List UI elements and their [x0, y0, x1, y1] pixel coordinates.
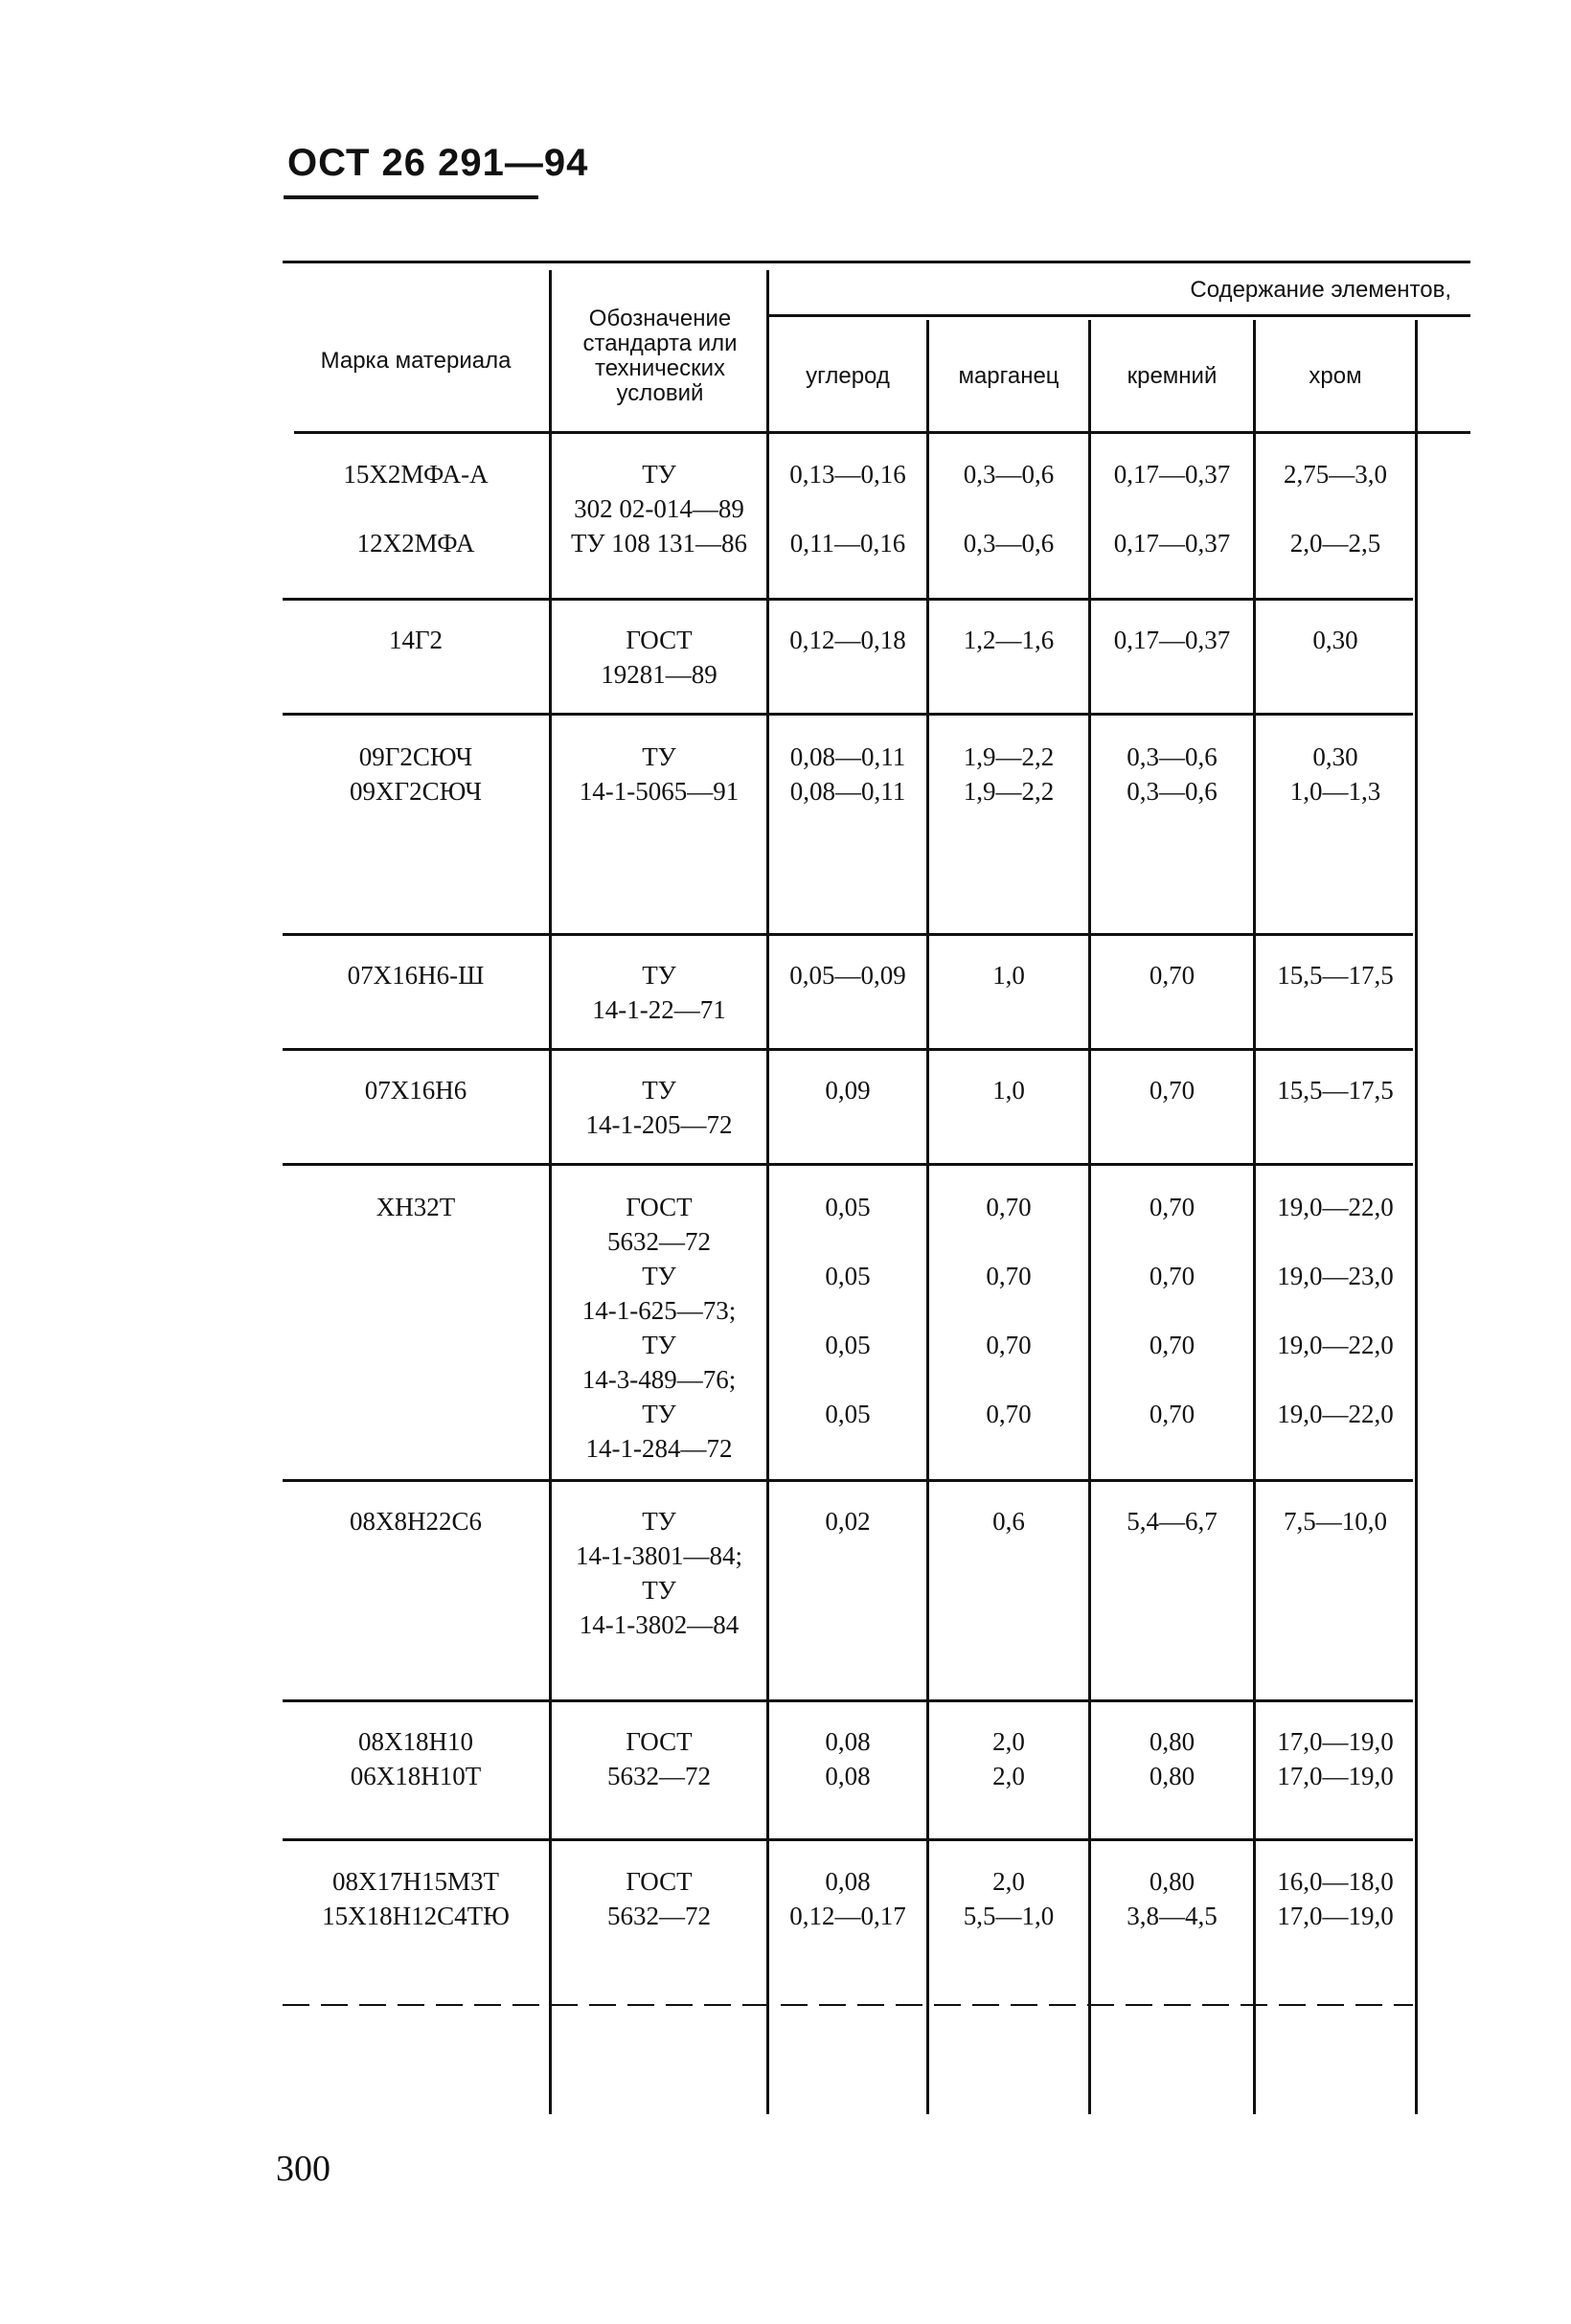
header-chromium: хром — [1309, 363, 1362, 389]
header-content-group: Содержание элементов, — [1190, 277, 1451, 303]
cell-chromium: 17,0—19,0 17,0—19,0 — [1277, 1727, 1394, 1790]
cell-chromium: 7,5—10,0 — [1284, 1507, 1387, 1536]
group-rule-dashed — [283, 2004, 1413, 2006]
cell-manganese: 1,0 — [992, 1076, 1025, 1105]
cell-manganese: 2,0 2,0 — [992, 1727, 1025, 1790]
group-rule — [283, 1838, 1413, 1841]
group-rule — [283, 1479, 1413, 1482]
cell-chromium: 19,0—22,0 19,0—23,0 19,0—22,0 19,0—22,0 — [1277, 1193, 1394, 1428]
header-bottom-rule — [294, 431, 1470, 434]
cell-carbon: 0,08 0,08 — [825, 1727, 871, 1790]
cell-grade: 15Х2МФА-А 12Х2МФА — [343, 460, 489, 558]
composition-table — [283, 261, 1475, 2138]
cell-manganese: 0,70 0,70 0,70 0,70 — [986, 1193, 1032, 1428]
cell-manganese: 0,3—0,6 0,3—0,6 — [963, 460, 1055, 558]
cell-silicon: 0,17—0,37 0,17—0,37 — [1113, 460, 1231, 558]
cell-grade: 08Х8Н22С6 — [349, 1507, 482, 1536]
cell-chromium: 2,75—3,0 2,0—2,5 — [1284, 460, 1387, 558]
cell-silicon: 0,70 0,70 0,70 0,70 — [1149, 1193, 1195, 1428]
cell-manganese: 1,2—1,6 — [963, 626, 1055, 654]
cell-standard: ГОСТ 5632—72 — [607, 1727, 711, 1790]
cell-standard: ТУ 14-1-3801—84; ТУ 14-1-3802—84 — [576, 1507, 742, 1639]
cell-carbon: 0,12—0,18 — [789, 626, 906, 654]
cell-silicon: 0,80 0,80 — [1149, 1727, 1195, 1790]
cell-carbon: 0,09 — [825, 1076, 871, 1105]
table-top-rule — [283, 261, 1470, 263]
group-rule — [283, 1699, 1413, 1702]
document-code: ОСТ 26 291—94 — [287, 142, 589, 184]
cell-standard: ТУ 14-1-22—71 — [592, 961, 726, 1024]
cell-chromium: 15,5—17,5 — [1277, 961, 1394, 990]
group-rule — [283, 598, 1413, 601]
content-group-rule — [769, 314, 1470, 317]
cell-grade: 07Х16Н6-Ш — [347, 961, 485, 990]
cell-manganese: 0,6 — [992, 1507, 1025, 1536]
cell-carbon: 0,05 0,05 0,05 0,05 — [825, 1193, 871, 1428]
cell-silicon: 5,4—6,7 — [1127, 1507, 1218, 1536]
cell-standard: ГОСТ 5632—72 ТУ 14-1-625—73; ТУ 14-3-489—76; ТУ 14-1-284—72 — [581, 1193, 737, 1463]
cell-grade: 09Г2СЮЧ 09ХГ2СЮЧ — [350, 742, 482, 806]
cell-grade: 14Г2 — [388, 626, 444, 654]
cell-manganese: 1,0 — [992, 961, 1025, 990]
cell-manganese: 1,9—2,2 1,9—2,2 — [963, 742, 1055, 806]
cell-standard: ГОСТ 19281—89 — [601, 626, 717, 689]
header-silicon: кремний — [1127, 363, 1218, 389]
header-underline — [284, 195, 538, 199]
cell-chromium: 0,30 — [1312, 626, 1358, 654]
cell-standard: ТУ 14-1-5065—91 — [579, 742, 740, 806]
cell-grade: ХН32Т — [376, 1193, 456, 1221]
cell-standard: ТУ 302 02-014—89 ТУ 108 131—86 — [570, 460, 748, 558]
cell-carbon: 0,02 — [825, 1507, 871, 1536]
cell-silicon: 0,17—0,37 — [1113, 626, 1231, 654]
group-rule — [283, 713, 1413, 716]
cell-grade: 08Х17Н15М3Т 15Х18Н12С4ТЮ — [322, 1867, 510, 1930]
cell-chromium: 16,0—18,0 17,0—19,0 — [1277, 1867, 1394, 1930]
header-grade: Марка материала — [320, 348, 512, 374]
cell-silicon: 0,3—0,6 0,3—0,6 — [1127, 742, 1218, 806]
col-divider-6 — [1415, 320, 1418, 2114]
cell-carbon: 0,08 0,12—0,17 — [789, 1867, 906, 1930]
cell-grade: 07Х16Н6 — [364, 1076, 467, 1105]
page-number: 300 — [276, 2149, 330, 2189]
cell-manganese: 2,0 5,5—1,0 — [963, 1867, 1055, 1930]
group-rule — [283, 1163, 1413, 1166]
header-standard: Обозначение стандарта или технических условий — [582, 306, 738, 406]
cell-silicon: 0,80 3,8—4,5 — [1127, 1867, 1218, 1930]
cell-carbon: 0,08—0,11 0,08—0,11 — [789, 742, 906, 806]
cell-standard: ГОСТ 5632—72 — [607, 1867, 711, 1930]
group-rule — [283, 933, 1413, 936]
group-rule — [283, 1048, 1413, 1051]
header-manganese: марганец — [958, 363, 1059, 389]
cell-standard: ТУ 14-1-205—72 — [585, 1076, 733, 1139]
cell-grade: 08Х18Н10 06Х18Н10Т — [350, 1727, 482, 1790]
cell-chromium: 0,30 1,0—1,3 — [1289, 742, 1381, 806]
cell-silicon: 0,70 — [1149, 961, 1195, 990]
cell-silicon: 0,70 — [1149, 1076, 1195, 1105]
header-carbon: углерод — [806, 363, 890, 389]
cell-chromium: 15,5—17,5 — [1277, 1076, 1394, 1105]
cell-carbon: 0,05—0,09 — [789, 961, 906, 990]
cell-carbon: 0,13—0,16 0,11—0,16 — [789, 460, 906, 558]
